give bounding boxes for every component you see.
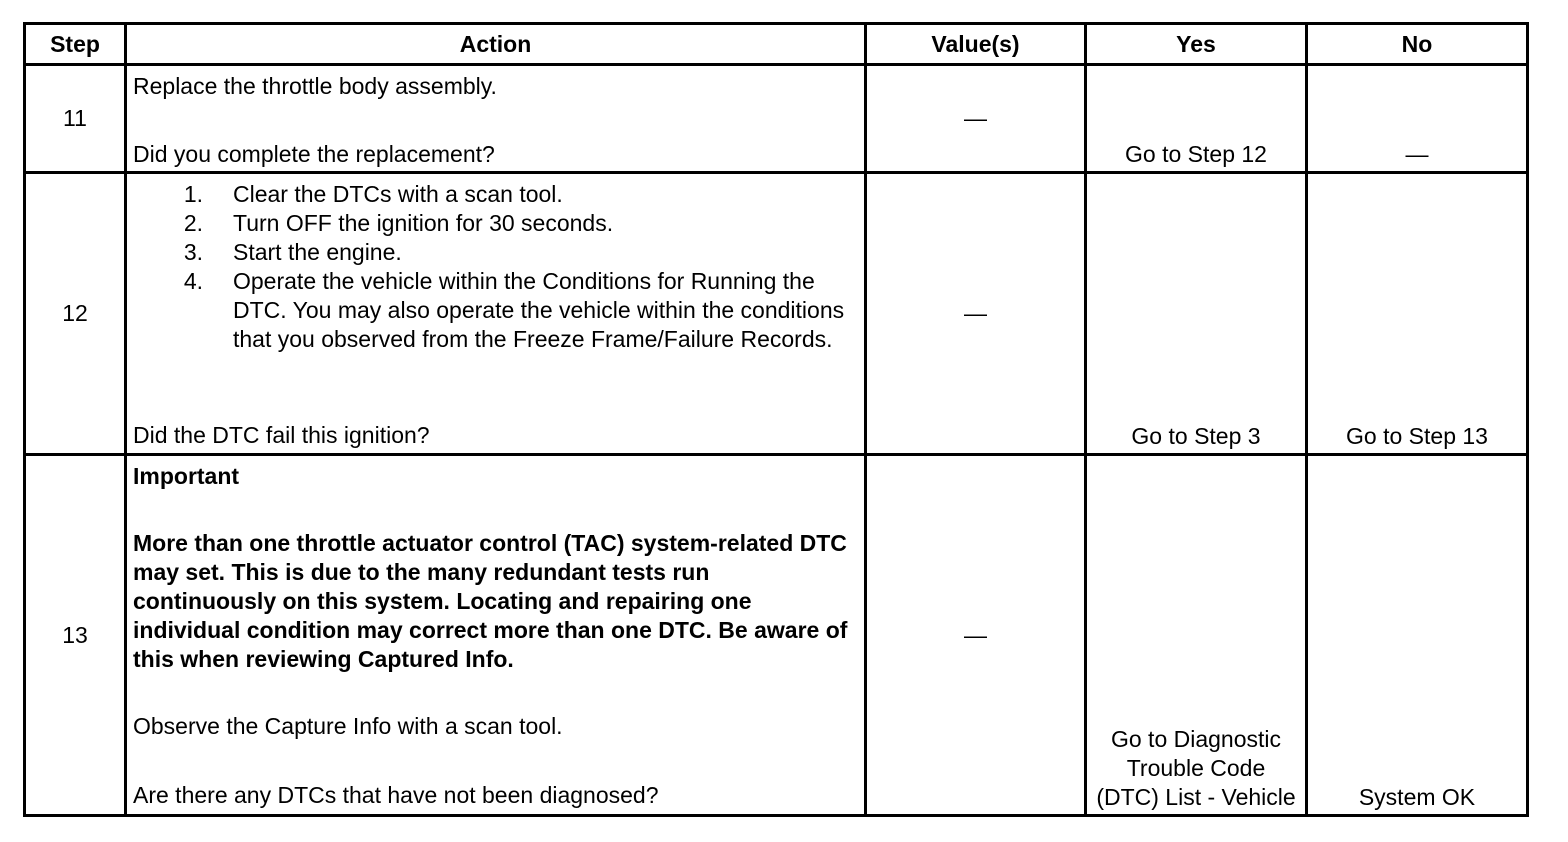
important-label: Important — [133, 463, 240, 489]
no-cell: Go to Step 13 — [1307, 173, 1528, 455]
table-row-step-12 — [25, 173, 1528, 455]
values-cell: — — [866, 455, 1086, 816]
header-yes: Yes — [1086, 24, 1307, 65]
step-number: 13 — [25, 455, 126, 816]
list-item — [133, 267, 858, 354]
procedure-list — [133, 180, 858, 354]
diagnostic-table — [23, 22, 1529, 817]
action-cell — [126, 173, 866, 455]
header-values: Value(s) — [866, 24, 1086, 65]
list-item-text: Start the engine. — [233, 239, 402, 265]
list-item-number: 2. — [183, 210, 203, 236]
list-item — [133, 209, 858, 238]
action-cell — [126, 65, 866, 173]
header-row — [25, 24, 1528, 65]
values-cell: — — [866, 65, 1086, 173]
action-question: Did you complete the replacement? — [133, 141, 495, 167]
no-cell: — — [1307, 65, 1528, 173]
list-item-text: Operate the vehicle within the Conditions for Running the DTC. You may also operate the vehicle within the conditions that you observed from the Freeze Frame/Failure Records. — [233, 268, 845, 352]
list-item-number: 4. — [183, 268, 203, 294]
action-question: Did the DTC fail this ignition? — [133, 422, 430, 448]
yes-cell: Go to Diagnostic Trouble Code (DTC) List - Vehicle — [1086, 455, 1307, 816]
action-instruction: Observe the Capture Info with a scan tool. — [133, 713, 563, 739]
list-item-text: Clear the DTCs with a scan tool. — [233, 181, 563, 207]
list-item — [133, 180, 858, 209]
yes-cell: Go to Step 12 — [1086, 65, 1307, 173]
list-item — [133, 238, 858, 267]
table-row-step-11 — [25, 65, 1528, 173]
action-question: Are there any DTCs that have not been diagnosed? — [133, 782, 659, 808]
step-number: 11 — [25, 65, 126, 173]
list-item-number: 3. — [183, 239, 203, 265]
header-no: No — [1307, 24, 1528, 65]
no-cell: System OK — [1307, 455, 1528, 816]
values-cell: — — [866, 173, 1086, 455]
action-intro: Replace the throttle body assembly. — [133, 73, 497, 99]
yes-cell: Go to Step 3 — [1086, 173, 1307, 455]
table-row-step-13 — [25, 455, 1528, 816]
list-item-text: Turn OFF the ignition for 30 seconds. — [233, 210, 614, 236]
action-cell — [126, 455, 866, 816]
step-number: 12 — [25, 173, 126, 455]
header-step: Step — [25, 24, 126, 65]
important-note: More than one throttle actuator control (TAC) system-related DTC may set. This is due to the many redundant tests run continuously on this system. Locating and repairing one individual condition may correct more than one DTC. Be aware of this when reviewing Captured Info. — [133, 530, 848, 672]
header-action: Action — [126, 24, 866, 65]
list-item-number: 1. — [183, 181, 203, 207]
